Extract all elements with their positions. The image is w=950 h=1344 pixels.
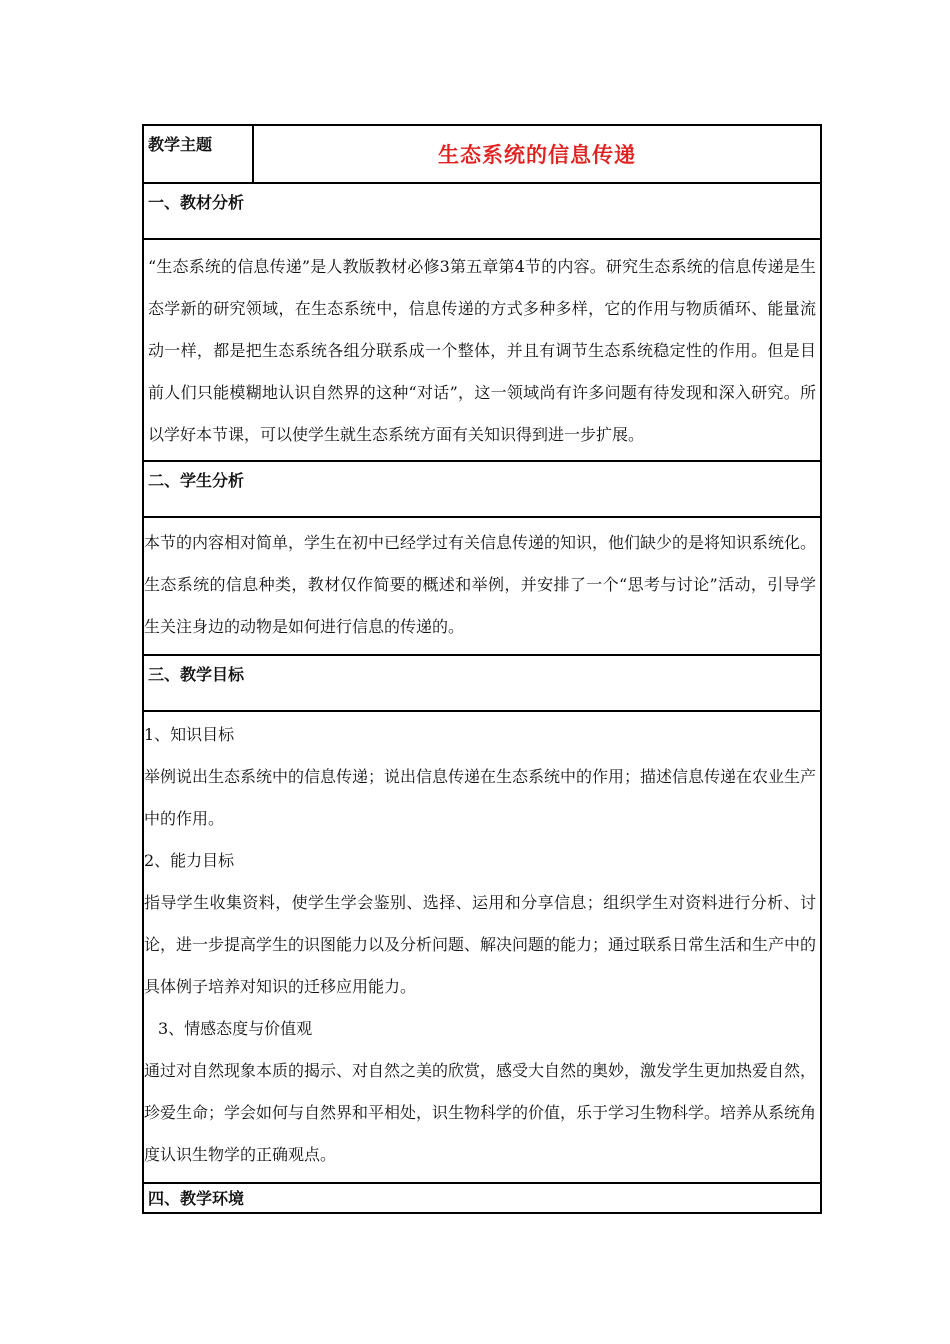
environment-heading: 四、教学环境 — [143, 1183, 821, 1213]
section-body-row — [143, 239, 821, 461]
emotion-goal-title: 3、情感态度与价值观 — [158, 1019, 313, 1038]
students-text: 本节的内容相对简单，学生在初中已经学过有关信息传递的知识，他们缺少的是将知识系统化。生态系统的信息种类，教材仅作简要的概述和举例，并安排了一个“思考与讨论”活动，引导学生关注身边的动物是如何进行信息的传递的。 — [144, 533, 817, 636]
goals-heading: 三、教学目标 — [143, 655, 821, 711]
lesson-plan-table — [142, 124, 822, 1214]
students-body — [143, 517, 821, 655]
section-heading-row — [143, 655, 821, 711]
students-heading: 二、学生分析 — [143, 461, 821, 517]
section-body-row — [143, 711, 821, 1183]
topic-title: 生态系统的信息传递 — [438, 142, 636, 167]
knowledge-goal-title: 1、知识目标 — [144, 725, 235, 744]
section-heading-row — [143, 1183, 821, 1213]
goals-body — [143, 711, 821, 1183]
knowledge-goal-text: 举例说出生态系统中的信息传递；说出信息传递在生态系统中的作用；描述信息传递在农业生产中的作用。 — [144, 767, 817, 828]
section-body-row — [143, 517, 821, 655]
section-heading-row — [143, 461, 821, 517]
materials-heading: 一、教材分析 — [143, 183, 821, 239]
header-row — [143, 125, 821, 183]
emotion-goal-text: 通过对自然现象本质的揭示、对自然之美的欣赏，感受大自然的奥妙，激发学生更加热爱自然，珍爱生命；学会如何与自然界和平相处，识生物科学的价值，乐于学习生物科学。培养从系统角度认识生物学的正确观点。 — [144, 1061, 817, 1164]
ability-goal-text: 指导学生收集资料，使学生学会鉴别、选择、运用和分享信息；组织学生对资料进行分析、讨论，进一步提高学生的识图能力以及分析问题、解决问题的能力；通过联系日常生活和生产中的具体例子培养对知识的迁移应用能力。 — [144, 893, 817, 996]
materials-body — [143, 239, 821, 461]
topic-label: 教学主题 — [143, 125, 253, 183]
section-heading-row — [143, 183, 821, 239]
ability-goal-title: 2、能力目标 — [144, 851, 235, 870]
materials-text: “生态系统的信息传递”是人教版教材必修3第五章第4节的内容。研究生态系统的信息传递是生态学新的研究领域，在生态系统中，信息传递的方式多种多样，它的作用与物质循环、能量流动一样，都是把生态系统各组分联系成一个整体，并且有调节生态系统稳定性的作用。但是目前人们只能模糊地认识自然界的这种“对话”，这一领域尚有许多问题有待发现和深入研究。所以学好本节课，可以使学生就生态系统方面有关知识得到进一步扩展。 — [148, 257, 816, 444]
topic-title-cell — [253, 125, 821, 183]
